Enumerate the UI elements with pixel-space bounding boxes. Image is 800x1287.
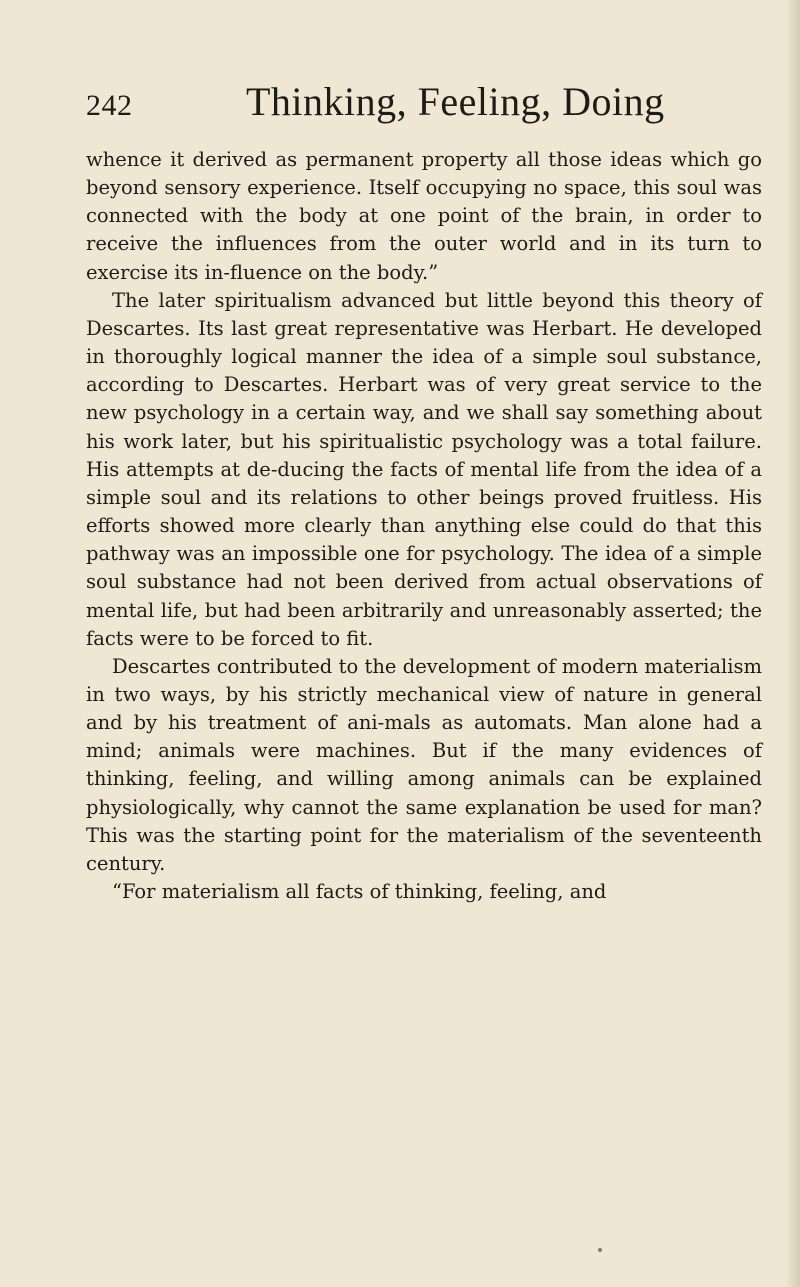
print-speck xyxy=(598,1248,602,1252)
page-number: 242 xyxy=(86,89,133,122)
page-edge-shadow xyxy=(786,0,800,1287)
paragraph-descartes-materialism: Descartes contributed to the development of modern materialism in two ways, by his strictly mechanical view of nature in general and by his treatment of ani-mals as automats. Man alone had a mind; animals were machines. But if the many evidences of thinking, feeling, and willing among animals can be explained physiologically, why cannot the same explanation be used for man? This was the starting point for the materialism of the seventeenth century. xyxy=(86,654,762,875)
paragraph-continuation: whence it derived as permanent property all those ideas which go beyond sensory experience. Itself occupying no space, this soul was connected with the body at one point of the brain, in order to receive the influences from the outer world and in its turn to exercise its in-fluence on the body.” xyxy=(86,148,762,284)
running-title: Thinking, Feeling, Doing xyxy=(246,79,665,124)
body-text xyxy=(86,146,762,906)
page-header xyxy=(86,78,726,128)
paragraph-quote-start: “For materialism all facts of thinking, feeling, and xyxy=(112,880,607,904)
paragraph-later-spiritualism: The later spiritualism advanced but little beyond this theory of Descartes. Its last great representative was Herbart. He developed in thoroughly logical manner the idea of a simple soul substance, according to Descartes. Herbart was of very great service to the new psychology in a certain way, and we shall say something about his work later, but his spiritualistic psychology was a total failure. His attempts at de-ducing the facts of mental life from the idea of a simple soul and its relations to other beings proved fruitless. His efforts showed more clearly than anything else could do that this pathway was an impossible one for psychology. The idea of a simple soul substance had not been derived from actual observations of mental life, but had been arbitrarily and unreasonably asserted; the facts were to be forced to fit. xyxy=(86,288,762,650)
